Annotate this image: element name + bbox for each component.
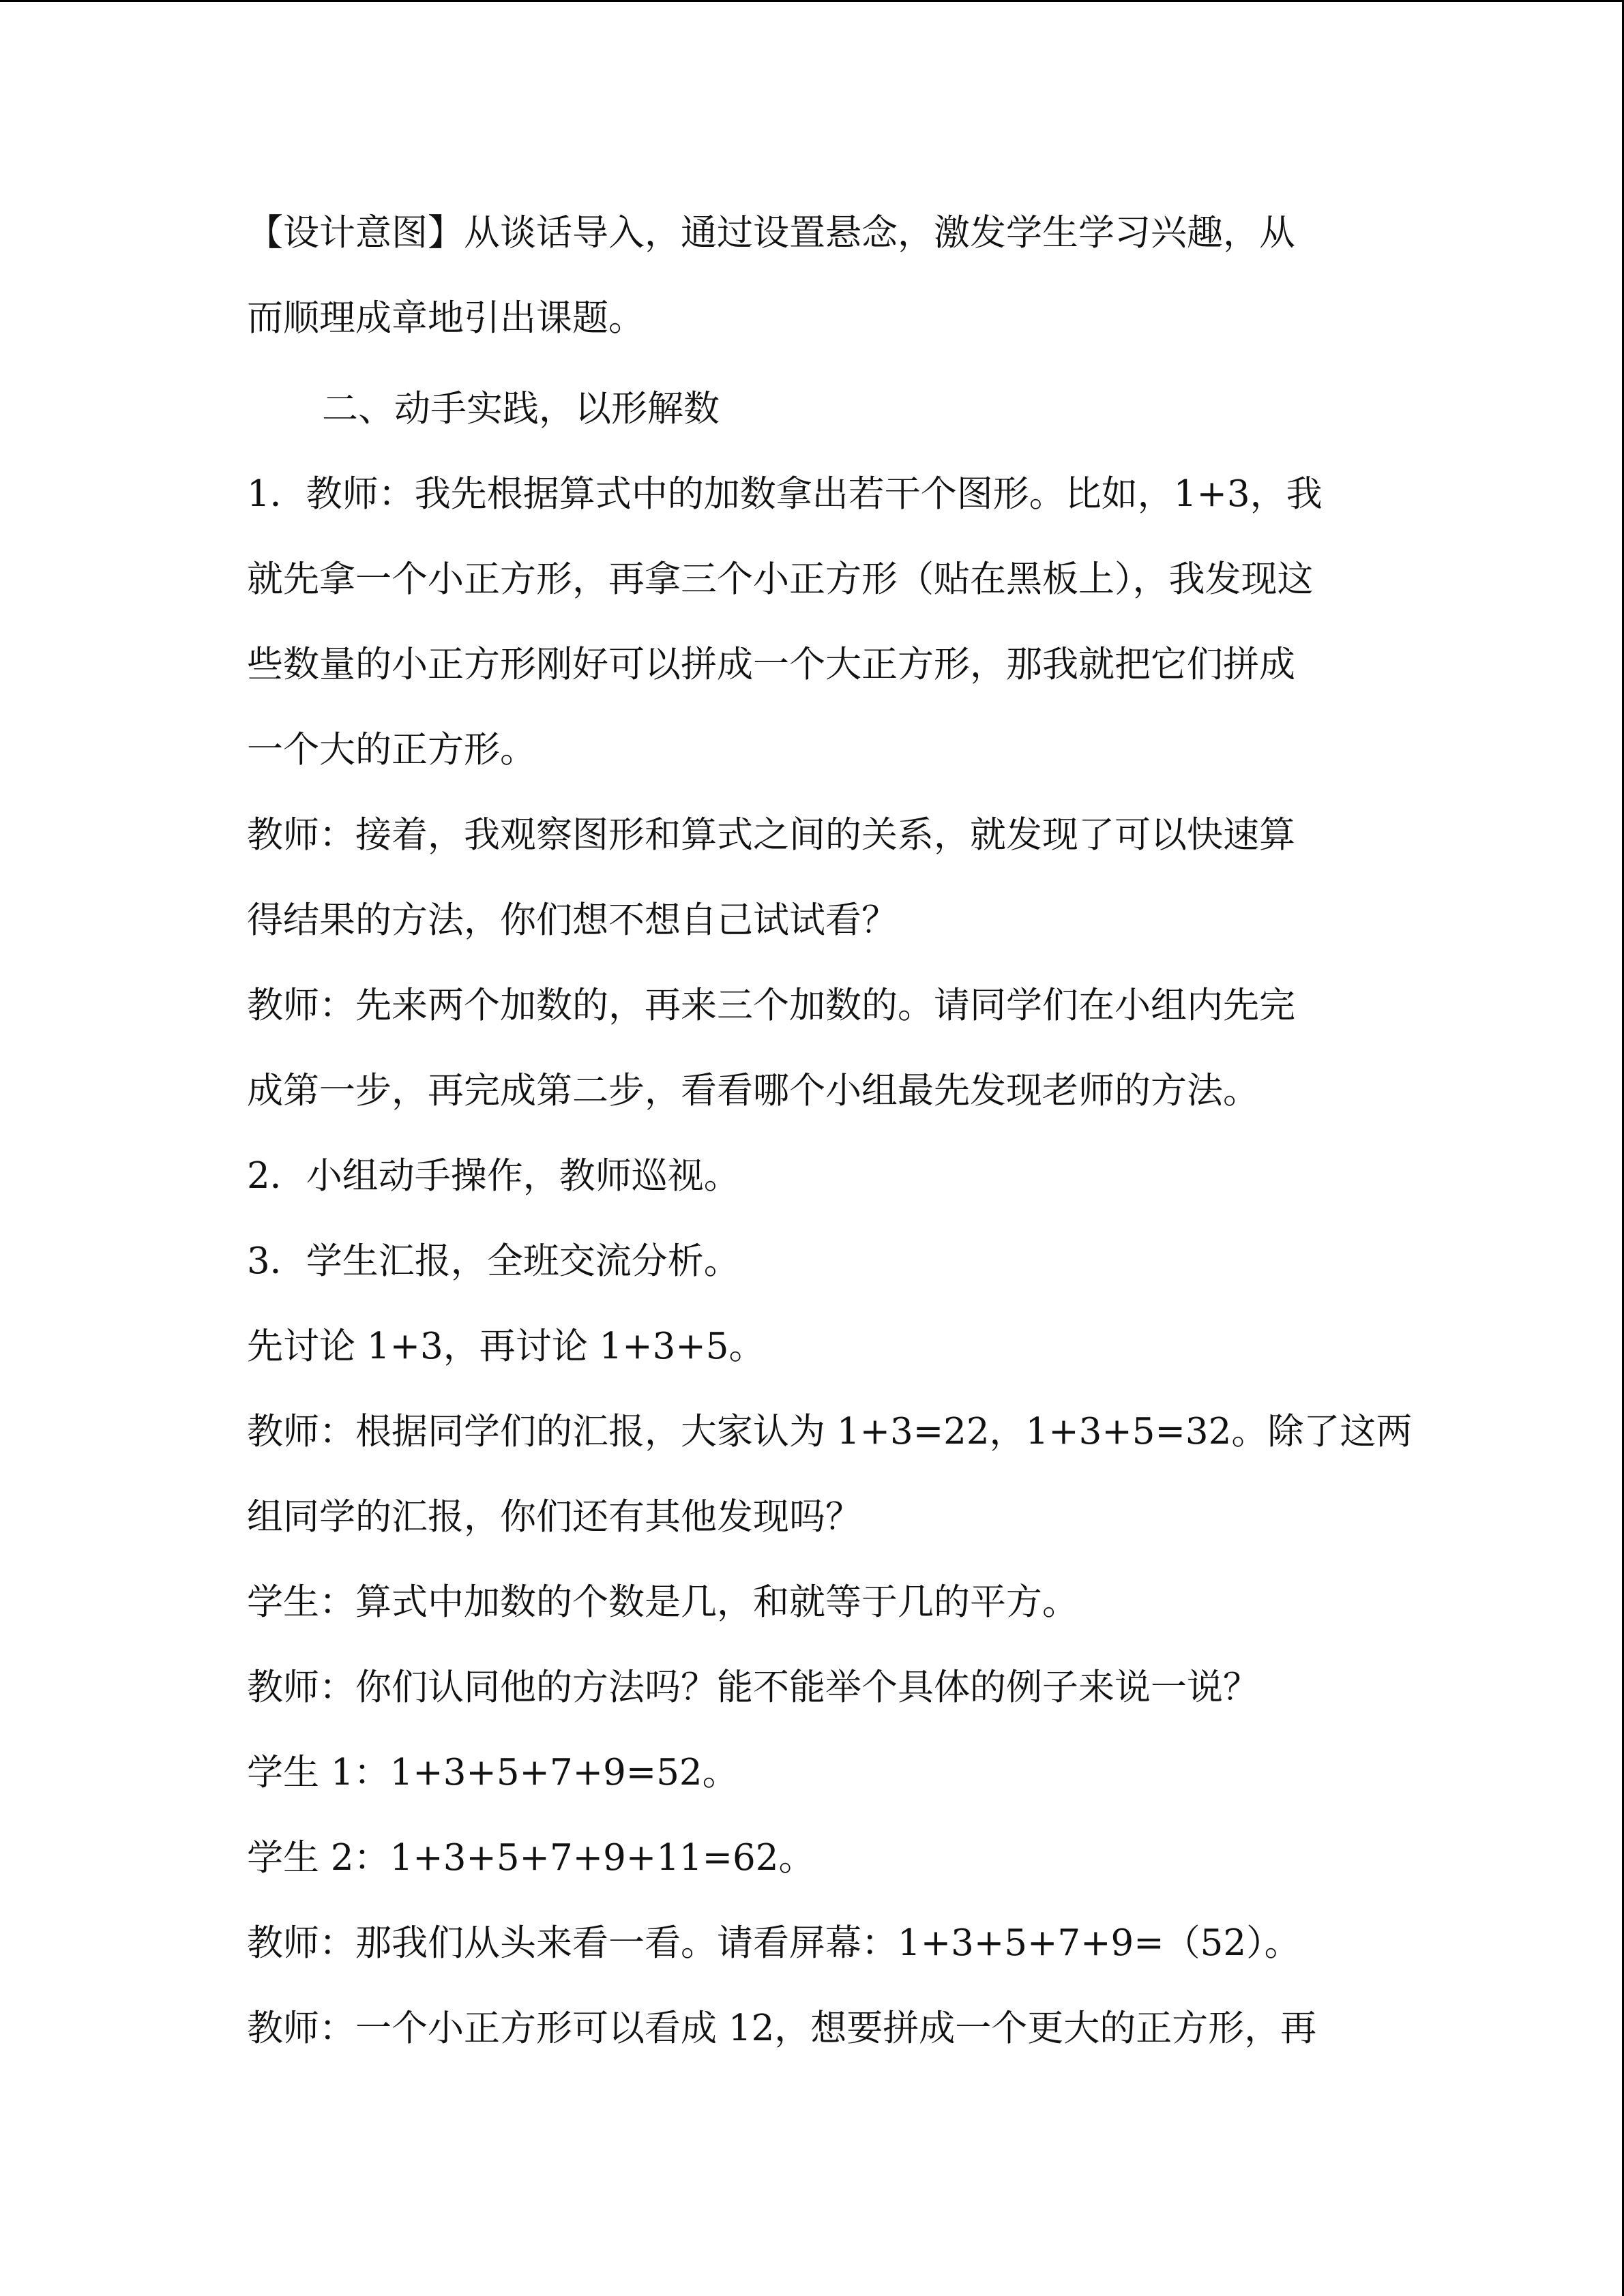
- paragraph-line: 些数量的小正方形刚好可以拼成一个大正方形，那我就把它们拼成: [247, 644, 1295, 685]
- paragraph-line: 2．小组动手操作，教师巡视。: [247, 1155, 740, 1197]
- paragraph-line: 就先拿一个小正方形，再拿三个小正方形（贴在黑板上），我发现这: [247, 558, 1314, 600]
- paragraph-line: 学生 1：1+3+5+7+9=52。: [247, 1752, 739, 1793]
- top-border-line: [0, 0, 1624, 2]
- paragraph-line: 教师：你们认同他的方法吗？能不能举个具体的例子来说一说？: [247, 1667, 1259, 1708]
- paragraph-line-design-intent: 【设计意图】从谈话导入，通过设置悬念，激发学生学习兴趣，从: [247, 212, 1295, 254]
- paragraph-line: 教师：先来两个加数的，再来三个加数的。请同学们在小组内先完: [247, 985, 1295, 1026]
- paragraph-line: 教师：根据同学们的汇报，大家认为 1+3=22，1+3+5=32。除了这两: [247, 1411, 1413, 1452]
- paragraph-line: 教师：那我们从头来看一看。请看屏幕：1+3+5+7+9=（52）。: [247, 1922, 1301, 1964]
- paragraph-line: 先讨论 1+3，再讨论 1+3+5。: [247, 1326, 765, 1367]
- paragraph-line: 学生：算式中加数的个数是几，和就等于几的平方。: [247, 1581, 1078, 1623]
- paragraph-line: 成第一步，再完成第二步，看看哪个小组最先发现老师的方法。: [247, 1070, 1259, 1112]
- paragraph-line: 得结果的方法，你们想不想自己试试看？: [247, 899, 898, 941]
- paragraph-line: 教师：一个小正方形可以看成 12，想要拼成一个更大的正方形，再: [247, 2008, 1317, 2049]
- paragraph-line: 3．学生汇报，全班交流分析。: [247, 1240, 740, 1282]
- paragraph-line: 组同学的汇报，你们还有其他发现吗？: [247, 1496, 861, 1538]
- paragraph-line: 学生 2：1+3+5+7+9+11=62。: [247, 1837, 815, 1879]
- paragraph-line: 一个大的正方形。: [247, 729, 536, 771]
- paragraph-line: 而顺理成章地引出课题。: [247, 297, 645, 339]
- section-heading: 二、动手实践，以形解数: [322, 388, 720, 430]
- paragraph-line: 教师：接着，我观察图形和算式之间的关系，就发现了可以快速算: [247, 814, 1295, 856]
- paragraph-line: 1．教师：我先根据算式中的加数拿出若干个图形。比如，1+3，我: [247, 473, 1323, 515]
